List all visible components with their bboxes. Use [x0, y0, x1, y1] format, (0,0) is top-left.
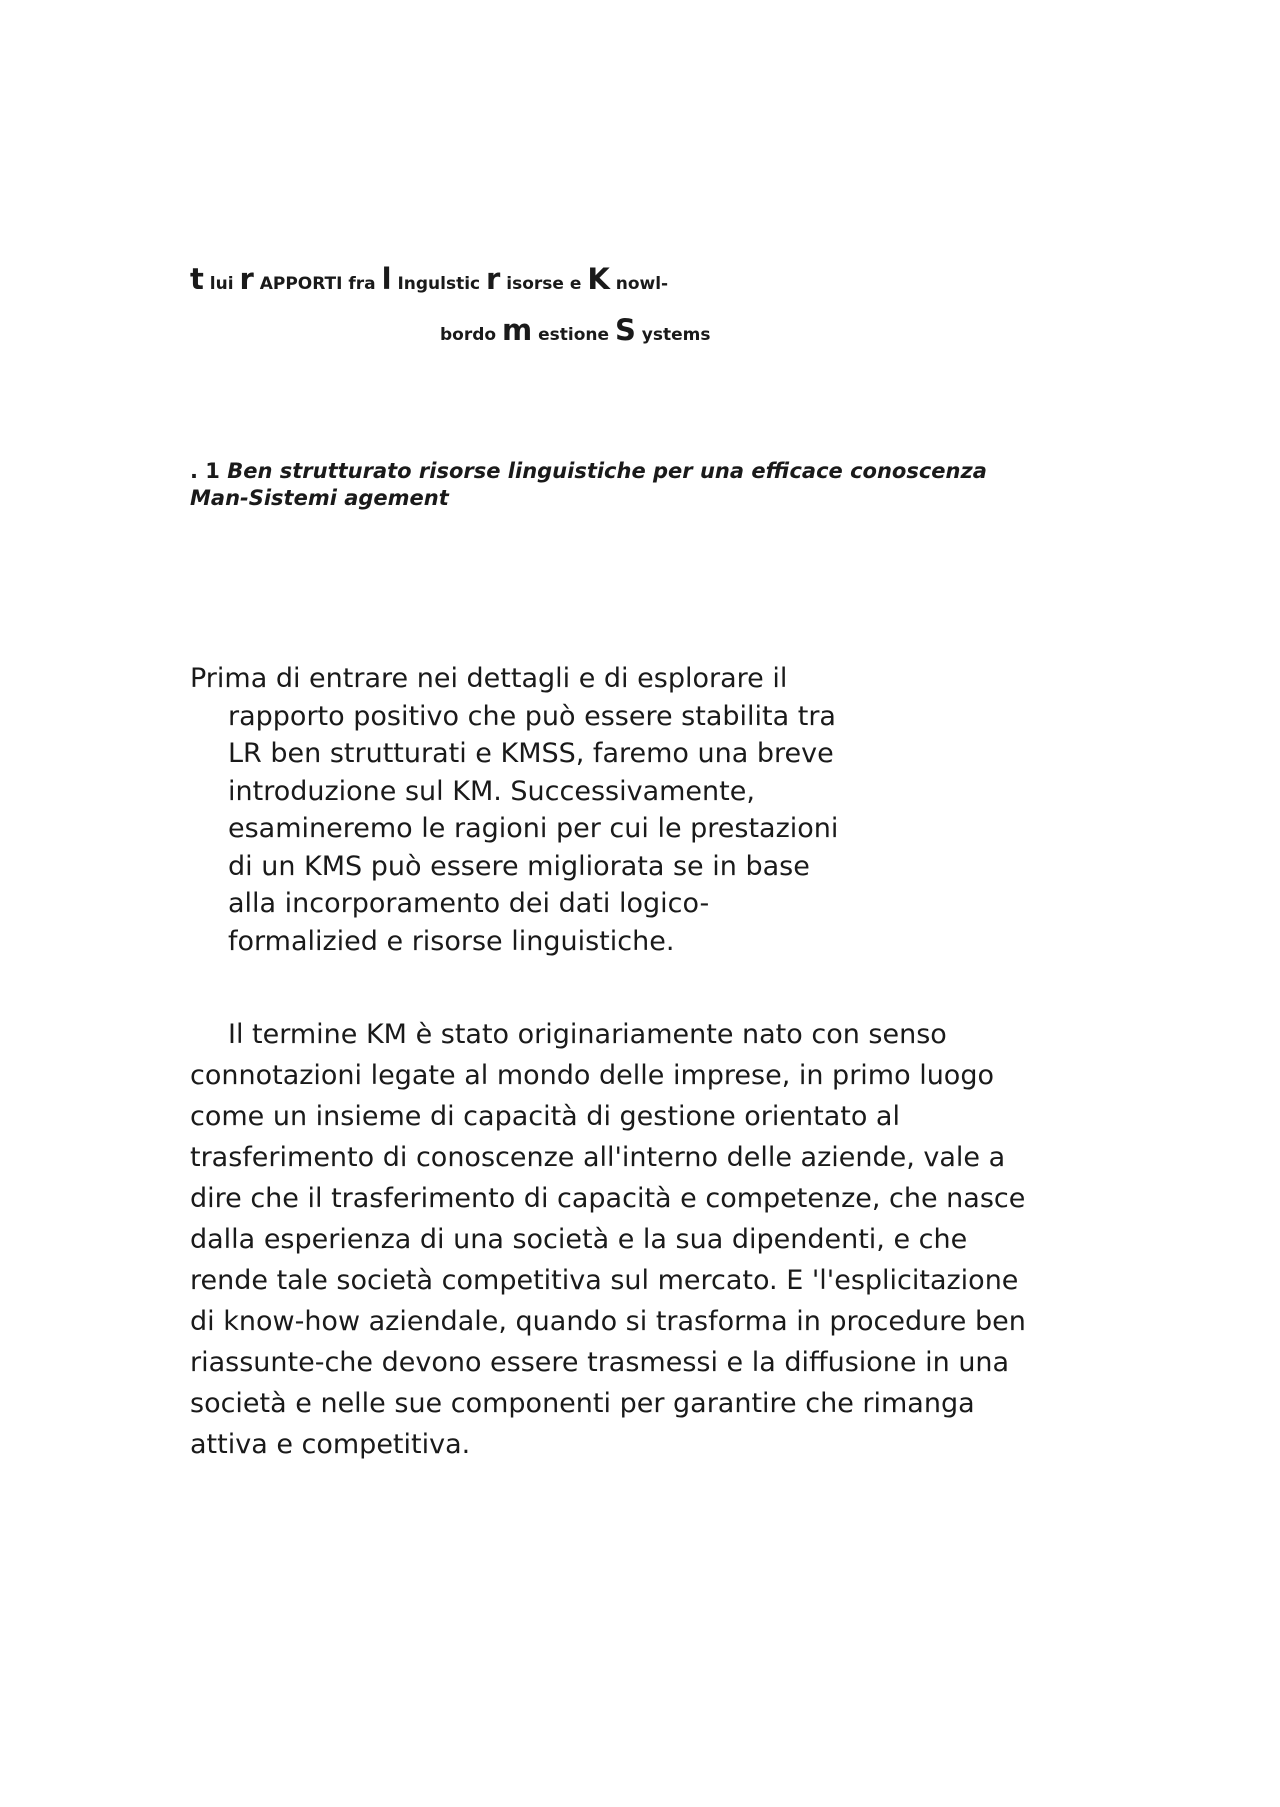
- title-segment: estione: [532, 325, 615, 345]
- paragraph-line: rende tale società competitiva sul mercato. E 'l'esplicitazione: [190, 1265, 1019, 1296]
- title-segment: isorse e: [500, 274, 588, 294]
- title-segment: APPORTI fra: [253, 274, 382, 294]
- paragraph-line: dalla esperienza di una società e la sua dipendenti, e che: [190, 1224, 968, 1255]
- title-segment: l: [381, 262, 392, 296]
- paragraph-line: attiva e competitiva.: [190, 1429, 471, 1460]
- title-segment: r: [486, 262, 501, 296]
- paragraph-line: formalizied e risorse linguistiche.: [228, 925, 675, 957]
- section-heading-text: Ben strutturato risorse linguistiche per una efficace conoscenza: [227, 459, 987, 483]
- paragraph-line: di know-how aziendale, quando si trasforma in procedure ben: [190, 1306, 1026, 1337]
- paragraph-line: LR ben strutturati e KMSS, faremo una breve: [228, 738, 834, 769]
- title-segment: bordo: [440, 325, 502, 345]
- section-heading-line-1: [190, 458, 1090, 485]
- title-segment: r: [239, 262, 254, 296]
- paragraph-line: trasferimento di conoscenze all'interno delle aziende, vale a: [190, 1142, 1006, 1173]
- title-segment: S: [614, 313, 636, 347]
- paragraph-line: dire che il trasferimento di capacità e competenze, che nasce: [190, 1183, 1026, 1214]
- title-segment: Ingulstic: [391, 274, 487, 294]
- paragraph-intro: [190, 660, 930, 960]
- title-segment: K: [587, 262, 610, 296]
- title-segment: lui: [203, 274, 240, 294]
- paragraph-line: Il termine KM è stato originariamente nato con senso: [228, 1019, 947, 1050]
- paragraph-line: società e nelle sue componenti per garantire che rimanga: [190, 1388, 975, 1419]
- paragraph-line: esamineremo le ragioni per cui le prestazioni: [228, 813, 839, 844]
- title-segment: ystems: [635, 325, 711, 345]
- section-heading: [190, 458, 1090, 512]
- title-line-1: [190, 262, 668, 296]
- paragraph-line: come un insieme di capacità di gestione orientato al: [190, 1101, 900, 1132]
- paragraph-km-definition: [190, 1014, 1150, 1465]
- paragraph-line: connotazioni legate al mondo delle imprese, in primo luogo: [190, 1060, 994, 1091]
- title-segment: t: [190, 262, 204, 296]
- section-number: . 1: [190, 459, 220, 483]
- paragraph-line: introduzione sul KM. Successivamente,: [228, 775, 755, 807]
- title-segment: m: [502, 313, 533, 347]
- paragraph-line: rapporto positivo che può essere stabilita tra: [228, 700, 836, 732]
- paragraph-line: di un KMS può essere migliorata se in base: [228, 850, 810, 882]
- paragraph-line: Prima di entrare nei dettagli e di esplorare il: [190, 663, 788, 694]
- paragraph-line: riassunte-che devono essere trasmessi e la diffusione in una: [190, 1347, 1010, 1378]
- title-line-2: [440, 313, 710, 347]
- title-segment: nowl-: [609, 274, 669, 294]
- paragraph-line: alla incorporamento dei dati logico-: [228, 888, 710, 919]
- section-heading-line-2: Man-Sistemi agement: [190, 486, 449, 510]
